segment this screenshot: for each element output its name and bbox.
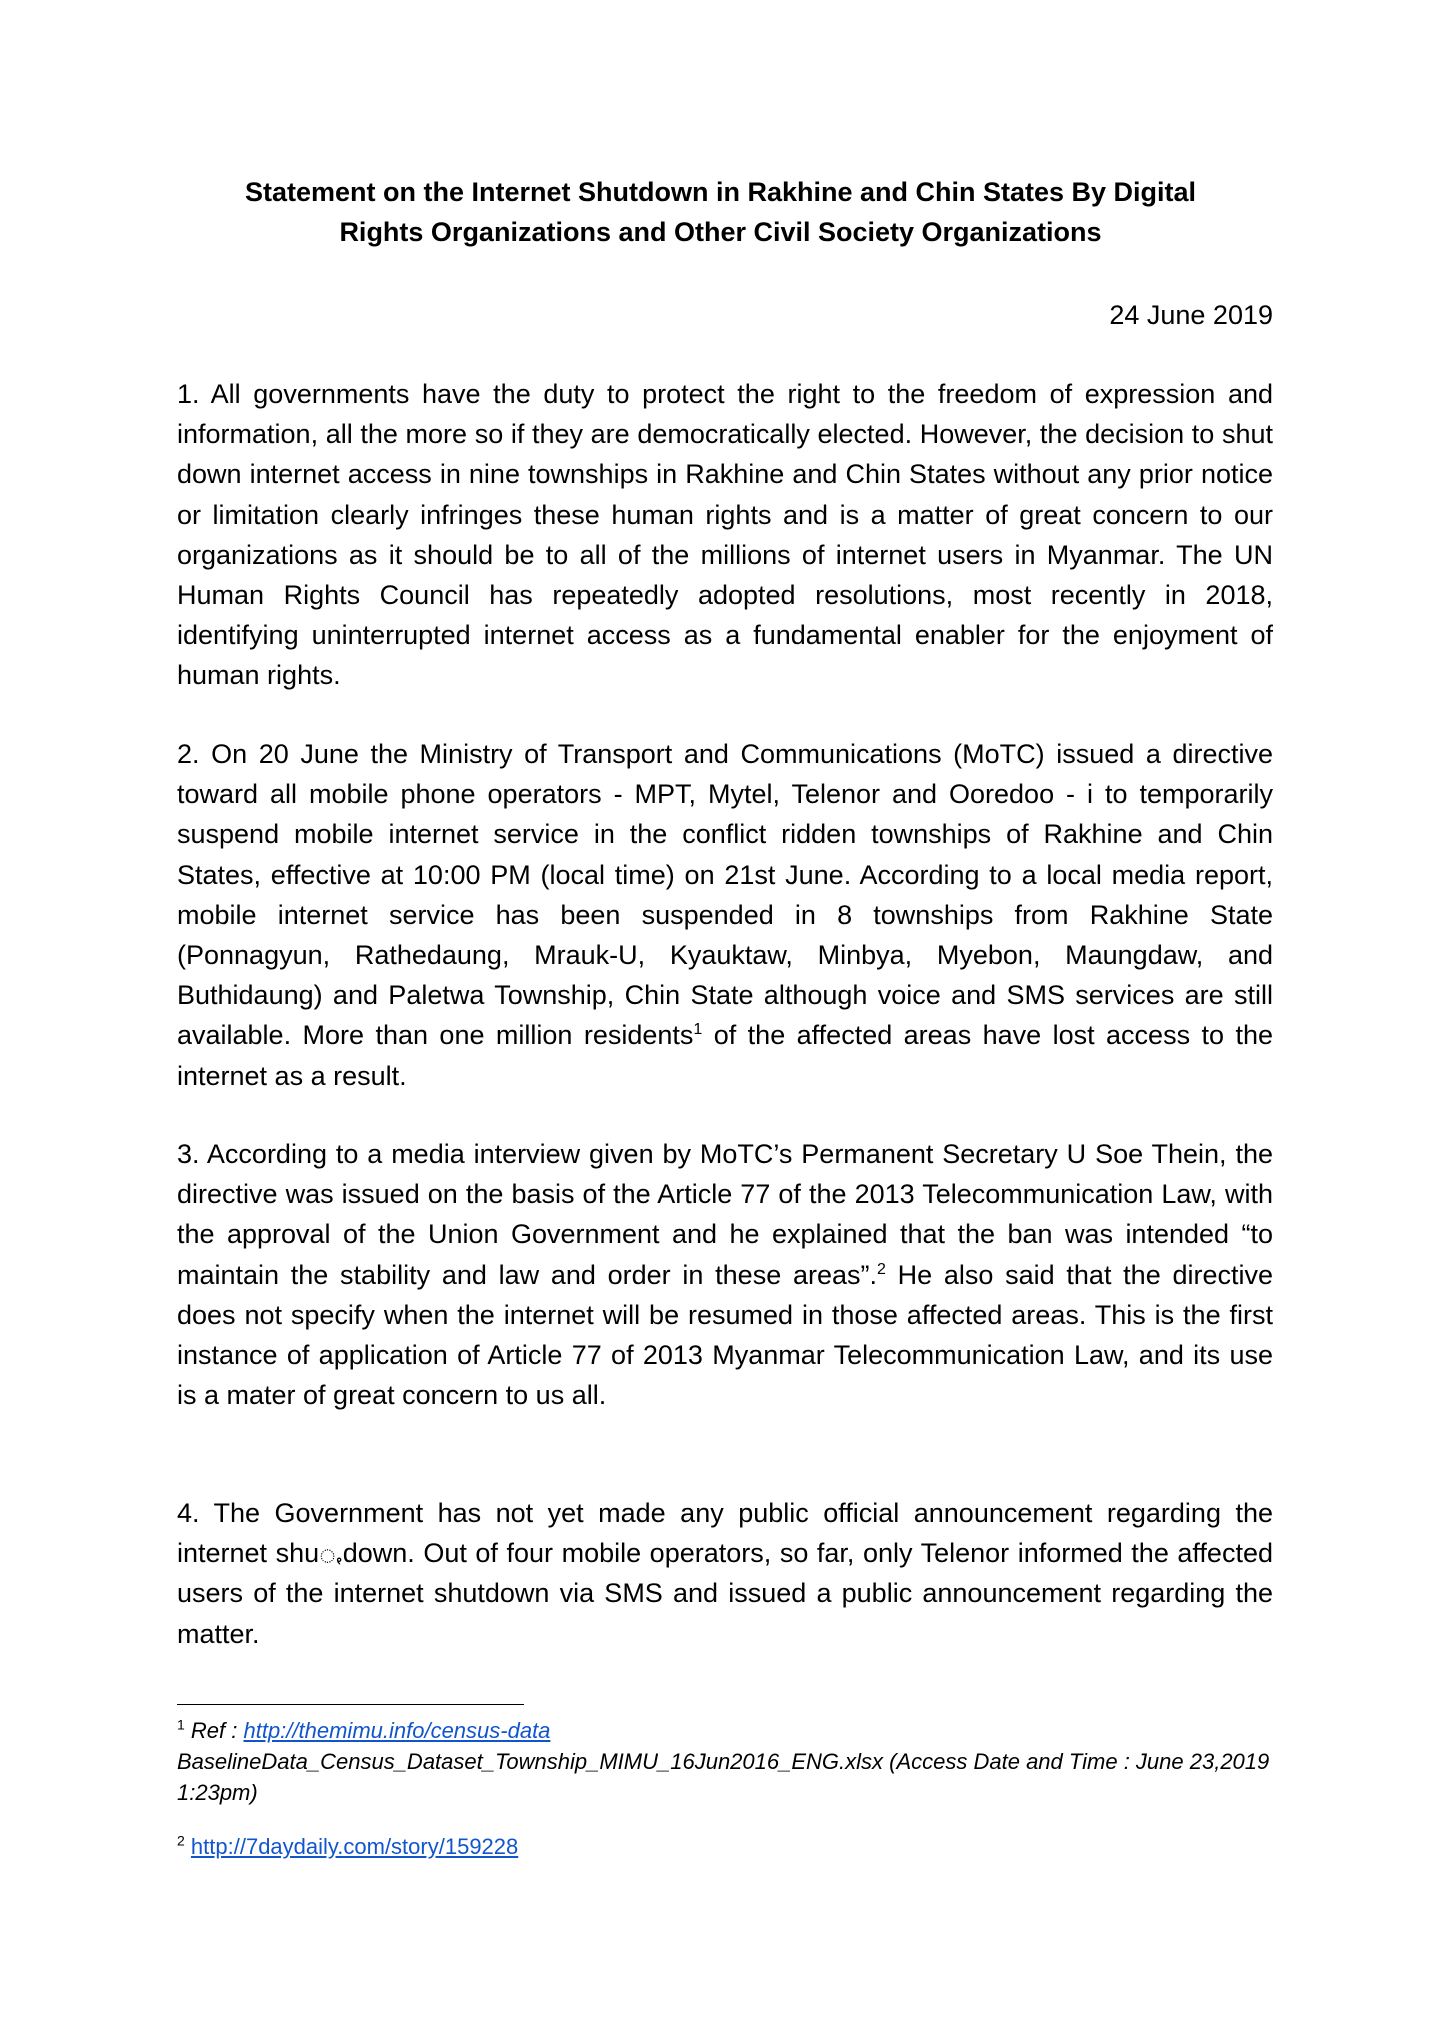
footnote-ref-1[interactable]: 1 <box>693 1021 703 1039</box>
statement-date: 24 June 2019 <box>1109 300 1273 330</box>
document-title <box>150 172 1291 252</box>
paragraph-3 <box>177 1134 1273 1415</box>
paragraph-2 <box>177 734 1273 1096</box>
paragraph-3-part-1: 3. According to a media interview given by MoTC’s Permanent Secretary U Soe Thein, the directive was issued on the basis of the Article 77 of the 2013 Telecommunication Law, with the approval of the Union Government and he explained that the ban was intended “to maintain the stability and law and order in these areas”. <box>177 1139 1273 1290</box>
footnote-ref-2[interactable]: 2 <box>876 1260 886 1278</box>
paragraph-2-part-2: of the affected areas have lost access to the internet as a result. <box>177 1020 1273 1091</box>
footnote-1-prefix: Ref : <box>184 1718 244 1743</box>
footnote-1-mark: 1 <box>177 1716 185 1733</box>
footnote-1-detail: BaselineData_Census_Dataset_Township_MIMU_16Jun2016_ENG.xlsx (Access Date and Time : June 23,2019 1:23pm) <box>177 1749 1270 1805</box>
paragraph-1 <box>177 374 1273 696</box>
paragraph-3-text <box>177 1134 1273 1415</box>
footnote-2 <box>177 1831 1273 1862</box>
title-line-2: Rights Organizations and Other Civil Society Organizations <box>339 217 1102 247</box>
footnote-divider <box>177 1704 524 1705</box>
paragraph-1-text: 1. All governments have the duty to protect the right to the freedom of expression and information, all the more so if they are democratically elected. However, the decision to shut down internet access in nine townships in Rakhine and Chin States without any prior notice or limitation clearly infringes these human rights and is a matter of great concern to our organizations as it should be to all of the millions of internet users in Myanmar. The UN Human Rights Council has repeatedly adopted resolutions, most recently in 2018, identifying uninterrupted internet access as a fundamental enabler for the enjoyment of human rights. <box>177 379 1273 691</box>
paragraph-2-part-1: 2. On 20 June the Ministry of Transport and Communications (MoTC) issued a directive toward all mobile phone operators - MPT, Mytel, Telenor and Ooredoo - i to temporarily suspend mobile internet service in the conflict ridden townships of Rakhine and Chin States, effective at 10:00 PM (local time) on 21st June. According to a local media report, mobile internet service has been suspended in 8 townships from Rakhine State (Ponnagyun, Rathedaung, Mrauk-U, Kyauktaw, Minbya, Myebon, Maungdaw, and Buthidaung) and Paletwa Township, Chin State although voice and SMS services are still available. More than one million residents <box>177 739 1273 1051</box>
footnote-1-link[interactable]: http://themimu.info/census-data <box>243 1718 551 1743</box>
paragraph-4 <box>177 1493 1273 1654</box>
title-line-1: Statement on the Internet Shutdown in Rakhine and Chin States By Digital <box>244 177 1197 207</box>
paragraph-3-part-2: He also said that the directive does not specify when the internet will be resumed in those affected areas. This is the first instance of application of Article 77 of 2013 Myanmar Telecommunication Law, and its use is a mater of great concern to us all. <box>177 1259 1273 1411</box>
paragraph-2-text <box>177 734 1273 1096</box>
footnote-2-link[interactable]: http://7daydaily.com/story/159228 <box>190 1834 519 1859</box>
footnote-1-line-1 <box>177 1715 1273 1746</box>
paragraph-4-text: 4. The Government has not yet made any public official announcement regarding the internet shuꩻdown. Out of four mobile operators, so far, only Telenor informed the affected users of the internet shutdown via SMS and issued a public announcement regarding the matter. <box>177 1498 1273 1649</box>
footnote-2-mark: 2 <box>177 1832 185 1849</box>
footnote-1 <box>177 1715 1273 1808</box>
